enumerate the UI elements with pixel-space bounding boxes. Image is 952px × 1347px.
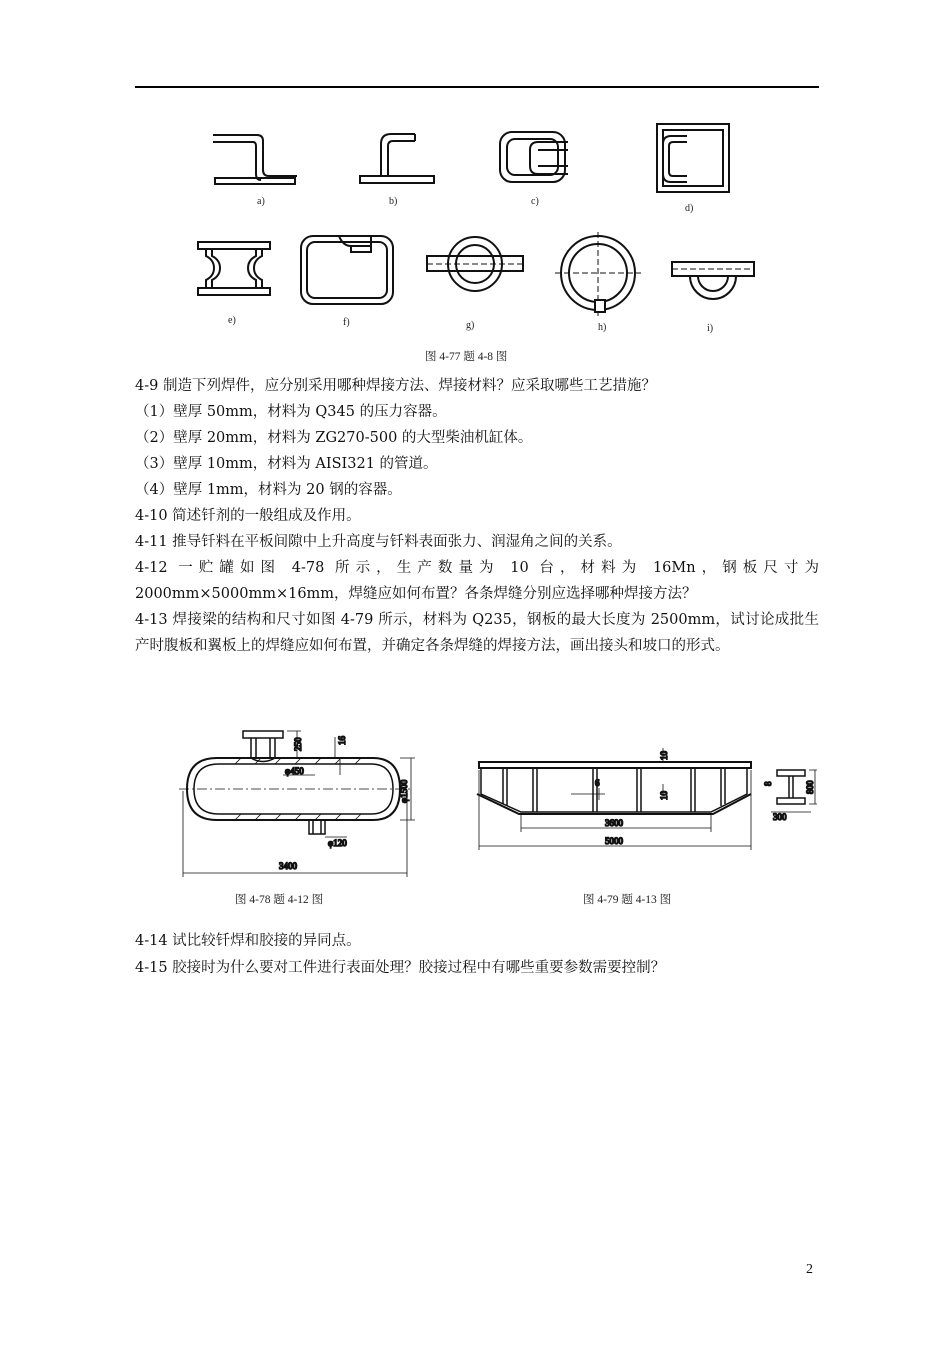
fig-4-77-e [194, 236, 274, 306]
dim-5000: 5000 [605, 836, 623, 846]
dim-16: 16 [337, 736, 347, 745]
label-d: d) [685, 203, 694, 214]
fig-4-77-g [425, 232, 525, 302]
fig-4-77-h [553, 230, 643, 320]
dim-10-bottom: 10 [659, 791, 669, 800]
question-4-15: 4-15 胶接时为什么要对工件进行表面处理？胶接过程中有哪些重要参数需要控制？ [135, 960, 666, 976]
label-c: c) [531, 196, 539, 207]
dim-300: 300 [773, 812, 787, 822]
dim-phi120: φ120 [328, 838, 347, 848]
question-4-13: 4-13 焊接梁的结构和尺寸如图 4-79 所示，材料为 Q235，钢板的最大长度为 2500mm，试讨论成批生产时腹板和翼板上的焊缝应如何布置，并确定各条焊缝的焊接方法，画出接头和坡口的形式。 [135, 612, 819, 654]
label-b: b) [389, 196, 398, 207]
fig-4-78-tank [175, 725, 435, 885]
label-e: e) [228, 315, 236, 326]
question-4-14: 4-14 试比较钎焊和胶接的异同点。 [135, 933, 361, 949]
dim-800: 800 [805, 780, 815, 794]
fig-4-77-i [668, 254, 758, 314]
fig-4-77-a [205, 120, 305, 190]
header-rule [135, 86, 819, 88]
dim-3600: 3600 [605, 818, 623, 828]
dim-phi1500: φ1500 [399, 779, 409, 803]
fig-4-77-c [490, 120, 580, 190]
page-number: 2 [806, 1262, 813, 1277]
question-4-12: 4-12 一贮罐如图 4-78 所示，生产数量为 10 台，材料为 16Mn，钢板尺寸为 2000mm×5000mm×16mm，焊缝应如何布置？各条焊缝分别应选择哪种焊接方法？ [135, 560, 819, 602]
label-a: a) [257, 196, 265, 207]
question-4-10: 4-10 简述钎剂的一般组成及作用。 [135, 508, 361, 524]
label-i: i) [707, 323, 714, 334]
dim-250: 250 [293, 737, 303, 751]
question-4-9: 4-9 制造下列焊件，应分别采用哪种焊接方法、焊接材料？应采取哪些工艺措施？ [135, 378, 656, 394]
question-4-9-item-3: （3）壁厚 10mm，材料为 AISI321 的管道。 [135, 456, 438, 472]
question-4-9-item-2: （2）壁厚 20mm，材料为 ZG270-500 的大型柴油机缸体。 [135, 430, 533, 446]
fig-4-79-beam [475, 740, 825, 860]
question-4-9-item-4: （4）壁厚 1mm，材料为 20 钢的容器。 [135, 482, 402, 498]
fig-4-77-b [355, 120, 445, 190]
dim-6: 6 [595, 778, 600, 788]
question-4-11: 4-11 推导钎料在平板间隙中上升高度与钎料表面张力、润湿角之间的关系。 [135, 534, 622, 550]
fig-4-77-f [297, 232, 397, 307]
dim-8: 8 [763, 781, 773, 786]
dim-phi450: φ450 [285, 766, 304, 776]
label-g: g) [466, 320, 475, 331]
fig-4-78-caption: 图 4-78 题 4-12 图 [235, 894, 324, 906]
dim-10-top: 10 [659, 751, 669, 760]
question-4-9-item-1: （1）壁厚 50mm，材料为 Q345 的压力容器。 [135, 404, 447, 420]
label-h: h) [598, 322, 607, 333]
fig-4-77-d [645, 118, 735, 198]
fig-4-77-caption: 图 4-77 题 4-8 图 [425, 351, 508, 363]
label-f: f) [343, 317, 350, 328]
dim-3400: 3400 [279, 861, 297, 871]
fig-4-79-caption: 图 4-79 题 4-13 图 [583, 894, 672, 906]
